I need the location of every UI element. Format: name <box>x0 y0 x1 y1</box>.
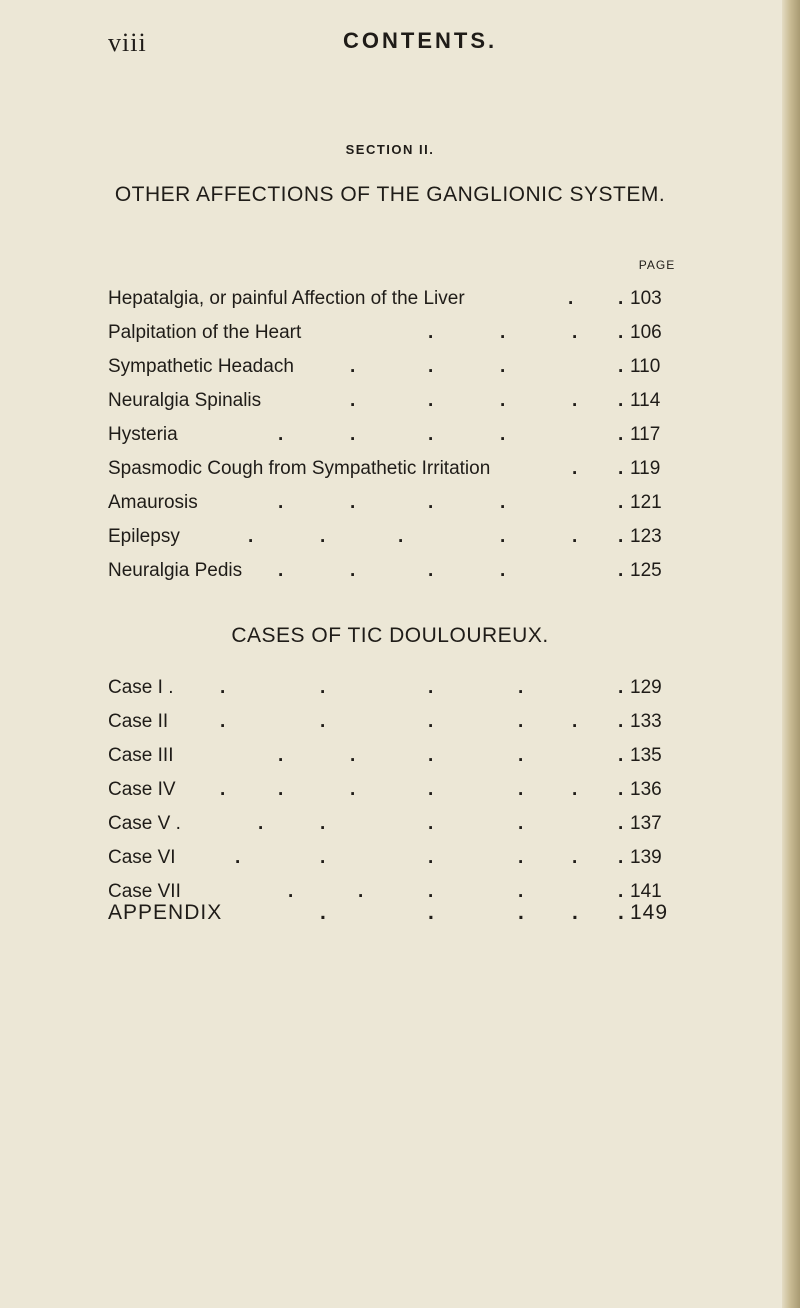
toc-entry-title: Neuralgia Pedis <box>108 560 243 581</box>
toc-entry-page: 121 <box>630 492 662 513</box>
case-entry-page: 136 <box>630 779 662 800</box>
toc-entry: Sympathetic Headach . . . . 110 <box>108 350 688 384</box>
toc-entry: Epilepsy . . . . . . 123 <box>108 520 688 554</box>
toc-entry-title: Neuralgia Spinalis <box>108 390 262 411</box>
toc-entry: Hysteria . . . . . 117 <box>108 418 688 452</box>
section-toc <box>108 282 688 588</box>
case-entry-page: 129 <box>630 677 662 698</box>
section-label: SECTION II. <box>345 142 435 157</box>
case-entry: Case VII . . . . . 141 <box>108 875 688 909</box>
toc-entry-page: 125 <box>630 560 662 581</box>
toc-entry-title: Palpitation of the Heart <box>108 322 302 343</box>
toc-entry-title: Hepatalgia, or painful Affection of the Liver <box>108 288 465 309</box>
running-title: CONTENTS. <box>343 28 498 53</box>
toc-entry-title: Hysteria <box>108 424 178 445</box>
appendix-title: APPENDIX <box>108 901 223 924</box>
case-entry: Case IV . . . . . . . 136 <box>108 773 688 807</box>
cases-title: CASES OF TIC DOULOUREUX. <box>231 624 549 647</box>
page-column-label: PAGE <box>638 258 676 272</box>
toc-entry: Hepatalgia, or painful Affection of the Liver . . 103 <box>108 282 688 316</box>
toc-entry-page: 106 <box>630 322 662 343</box>
toc-entry: Spasmodic Cough from Sympathetic Irritation . . 119 <box>108 452 688 486</box>
appendix-page: 149 <box>630 901 669 924</box>
case-entry: Case V . . . . . . 137 <box>108 807 688 841</box>
toc-entry-title: Amaurosis <box>108 492 198 513</box>
case-entry-title: Case I . <box>108 677 174 698</box>
case-entry-title: Case II <box>108 711 169 732</box>
case-entry: Case III . . . . . 135 <box>108 739 688 773</box>
page-number: viii <box>108 28 147 57</box>
toc-entry-title: Epilepsy <box>108 526 180 547</box>
toc-entry-page: 110 <box>630 356 661 377</box>
case-entry-page: 137 <box>630 813 662 834</box>
toc-entry: Neuralgia Pedis . . . . . 125 <box>108 554 688 588</box>
toc-entry-title: Spasmodic Cough from Sympathetic Irritation <box>108 458 491 479</box>
page-header <box>108 28 668 64</box>
case-entry-title: Case VI <box>108 847 176 868</box>
page-edge <box>782 0 800 1308</box>
toc-entry-page: 117 <box>630 424 661 445</box>
appendix <box>108 896 688 930</box>
cases-toc <box>108 671 688 909</box>
case-entry: Case VI . . . . . . 139 <box>108 841 688 875</box>
toc-entry: Neuralgia Spinalis . . . . . 114 <box>108 384 688 418</box>
case-entry-title: Case VII <box>108 881 181 902</box>
section-title: OTHER AFFECTIONS OF THE GANGLIONIC SYSTEM. <box>114 183 666 206</box>
appendix-entry: APPENDIX . . . . . 149 <box>108 896 688 930</box>
toc-entry-page: 103 <box>630 288 662 309</box>
case-entry-title: Case III <box>108 745 174 766</box>
toc-entry-page: 123 <box>630 526 662 547</box>
case-entry: Case I . . . . . . 129 <box>108 671 688 705</box>
case-entry-page: 141 <box>630 881 662 902</box>
case-entry-title: Case IV <box>108 779 176 800</box>
case-entry-page: 135 <box>630 745 662 766</box>
toc-entry-page: 119 <box>630 458 661 479</box>
case-entry: Case II . . . . . . 133 <box>108 705 688 739</box>
toc-entry: Palpitation of the Heart . . . . 106 <box>108 316 688 350</box>
toc-entry: Amaurosis . . . . . 121 <box>108 486 688 520</box>
case-entry-page: 133 <box>630 711 662 732</box>
toc-entry-page: 114 <box>630 390 661 411</box>
toc-entry-title: Sympathetic Headach <box>108 356 294 377</box>
case-entry-page: 139 <box>630 847 662 868</box>
case-entry-title: Case V . <box>108 813 181 834</box>
